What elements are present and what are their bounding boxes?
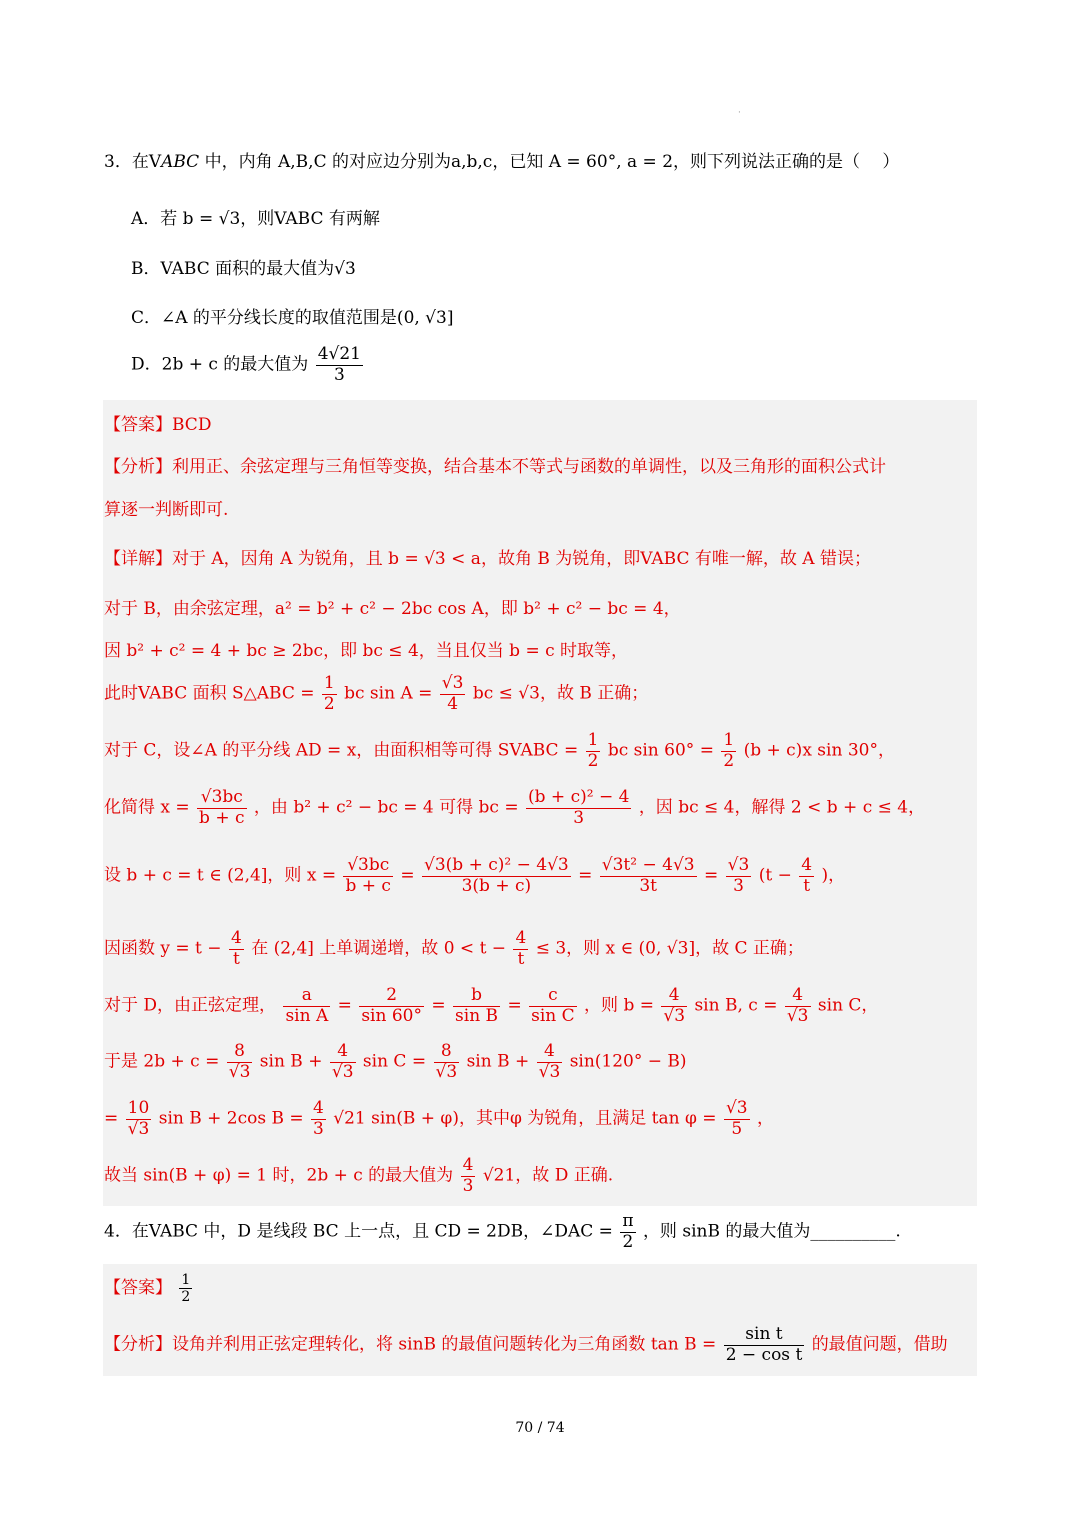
answer-4: 【答案】 $\frac{1}{2}$: [104, 1272, 191, 1306]
detail-line-4: 此时VABC 面积 S△ABC = $\frac{1}{2}$ bc sin A = $\frac{√3}{4}$ bc ≤ √3，故 B 正确；: [104, 673, 649, 714]
q3-stem: 3．在VABC 中，内角 A,B,C 的对应边分别为a,b,c，已知 A = 60°, a = 2，则下列说法正确的是（ ）: [104, 152, 900, 172]
detail-line-9: 对于 D，由正弦定理， $\frac{a}{\text{sin A}}$ = $\frac{2}{\sin 60^\circ}$ = $\frac{b}{\text{sin B}}$ = $\frac{c}{\text{sin C}}$ ，则 b = $\frac{4}{√3}$ sin B, c = $\frac{4}{√3}$ sin C，: [104, 985, 879, 1026]
fraction: $\frac{4√21}{3}$: [317, 344, 361, 385]
detail-line-11: = $\frac{10}{√3}$ sin B + 2cos B = $\frac{4}{3}$ √21 sin(B + φ)，其中φ 为锐角，且满足 tan φ = $\frac{√3}{5}$ ，: [104, 1098, 775, 1139]
q3-option-d: D．2b + c 的最大值为 $\frac{4√21}{3}$: [131, 344, 361, 385]
page-number: 70 / 74: [515, 1420, 565, 1436]
analysis-4: 【分析】设角并利用正弦定理转化，将 sinB 的最值问题转化为三角函数 tan B = $\frac{\text{sin t}}{\text{2 − cos t}}$ 的最值问题，借助: [104, 1324, 948, 1365]
detail-line-3: 因 b² + c² = 4 + bc ≥ 2bc，即 bc ≤ 4，当且仅当 b = c 时取等，: [104, 641, 629, 661]
detail-line-8: 因函数 y = t − $\frac{4}{t}$ 在 (2,4] 上单调递增，故 0 < t − $\frac{4}{t}$ ≤ 3，则 x ∈ (0, √3]，故 C 正确；: [104, 928, 804, 969]
answer-3: 【答案】BCD: [104, 415, 212, 435]
detail-line-7: 设 b + c = t ∈ (2,4]，则 x = $\frac{√3bc}{b + c}$ = $\frac{\text{√3(b + c)² − 4√3}}{3(b + c)}$ = $\frac{\text{√3t² − 4√3}}{3t}$ = $\frac{√3}{3}$ (t − $\frac{4}{t}$ )，: [104, 855, 846, 896]
q3-option-a: A．若 b = √3，则VABC 有两解: [131, 209, 380, 229]
q4-stem: 4．在VABC 中，D 是线段 BC 上一点，且 CD = 2DB，∠DAC = $\frac{\pi}{2}$ ，则 sinB 的最大值为__________.: [104, 1211, 901, 1252]
analysis-3-line-1: 【分析】利用正、余弦定理与三角恒等变换，结合基本不等式与函数的单调性，以及三角形的面积公式计: [104, 457, 886, 477]
detail-line-5: 对于 C，设∠A 的平分线 AD = x，由面积相等可得 SVABC = $\frac{1}{2}$ bc sin 60° = $\frac{1}{2}$ (b + c)x sin 30°，: [104, 730, 895, 771]
detail-line-6: 化简得 x = $\frac{√3bc}{b + c}$ ，由 b² + c² − bc = 4 可得 bc = $\frac{\text{(b + c)² − 4}}{3}$ ，因 bc ≤ 4，解得 2 < b + c ≤ 4，: [104, 787, 926, 828]
q3-option-c: C．∠A 的平分线长度的取值范围是(0, √3]: [131, 308, 454, 328]
detail-line-1: 【详解】对于 A，因角 A 为锐角，且 b = √3 < a，故角 B 为锐角，即VABC 有唯一解，故 A 错误；: [104, 549, 871, 569]
analysis-3-line-2: 算逐一判断即可.: [104, 500, 229, 520]
detail-line-12: 故当 sin(B + φ) = 1 时，2b + c 的最大值为 $\frac{4}{3}$ √21，故 D 正确.: [104, 1155, 614, 1196]
tiny-mark: ·: [738, 108, 741, 118]
detail-line-2: 对于 B，由余弦定理，a² = b² + c² − 2bc cos A，即 b² + c² − bc = 4，: [104, 599, 681, 619]
detail-line-10: 于是 2b + c = $\frac{8}{√3}$ sin B + $\frac{4}{√3}$ sin C = $\frac{8}{√3}$ sin B + $\frac{4}{√3}$ sin(120° − B): [104, 1041, 687, 1082]
q3-option-b: B．VABC 面积的最大值为√3: [131, 259, 356, 279]
